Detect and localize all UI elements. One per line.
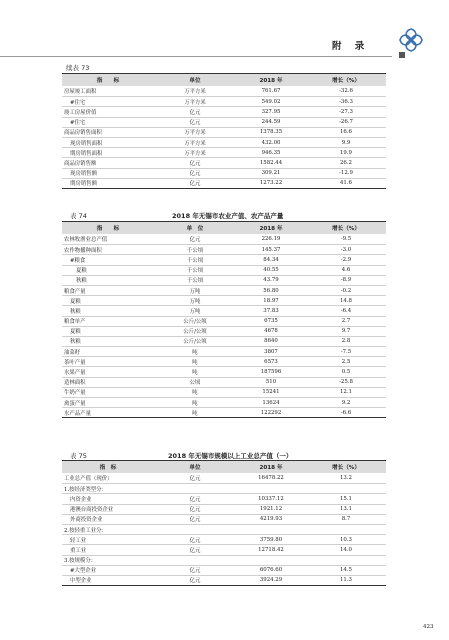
unit-cell: 亿元 [189, 537, 201, 544]
table-row [62, 265, 386, 275]
column-header: 单位 [189, 78, 201, 84]
row-label: 农作物播种面积 [64, 247, 102, 254]
growth-cell: -3.0 [340, 246, 352, 253]
table-row [62, 178, 386, 188]
unit-cell: 万吨 [189, 298, 201, 305]
row-label: 秋粮 [76, 278, 87, 285]
row-label: 商品房销售额 [64, 160, 97, 167]
unit-cell: 万平方米 [184, 99, 206, 106]
row-label: #住宅 [70, 120, 86, 127]
table-row [62, 275, 386, 285]
unit-cell: 千公顷 [186, 247, 204, 254]
table-row [62, 555, 386, 565]
table-row [62, 397, 386, 407]
row-label: 秋粮 [70, 308, 81, 315]
section-title: 附 录 [332, 41, 370, 52]
growth-cell: -27.3 [339, 108, 353, 115]
row-label: 牛奶产量 [64, 390, 86, 397]
row-label: 水果产量 [64, 370, 86, 377]
unit-cell: 万吨 [189, 288, 201, 295]
growth-cell: -7.5 [340, 348, 352, 355]
growth-cell: 13.1 [339, 506, 352, 513]
value-cell: 6735 [264, 318, 278, 325]
growth-cell: 14.8 [339, 297, 352, 304]
table-row [62, 117, 386, 127]
table-75 [62, 460, 386, 586]
header-rule [0, 56, 392, 57]
unit-cell: 亿元 [189, 568, 201, 575]
table-74-caption: 表 74 [70, 212, 87, 220]
growth-cell: -8.9 [340, 277, 352, 284]
unit-cell: 亿元 [189, 181, 201, 188]
value-cell: 1378.35 [259, 129, 283, 136]
table-row [62, 575, 386, 585]
row-label: 农林牧渔业总产值 [64, 237, 108, 244]
column-header: 增长（%） [332, 465, 360, 471]
table-row [62, 534, 386, 544]
growth-cell: 9.2 [341, 399, 351, 406]
growth-cell: 19.9 [339, 149, 352, 156]
growth-cell: 14.5 [339, 567, 352, 574]
row-label: 粮食单产 [64, 319, 86, 326]
table-row [62, 86, 386, 96]
value-cell: 309.21 [261, 170, 281, 177]
value-cell: 10337.12 [258, 495, 284, 502]
row-label: 轻工业 [70, 537, 87, 544]
row-label: 油菜籽 [64, 349, 81, 356]
value-cell: 4219.93 [259, 516, 283, 523]
growth-cell: 2.5 [341, 358, 351, 365]
growth-cell: 41.6 [339, 180, 352, 187]
row-label: #粮食 [70, 257, 86, 264]
row-label: 期房销售额 [70, 181, 97, 188]
unit-cell: 千公顷 [186, 257, 204, 264]
unit-cell: 吨 [192, 359, 198, 366]
unit-cell: 亿元 [189, 109, 201, 116]
unit-cell: 公斤/公顷 [183, 319, 207, 326]
growth-cell: 11.3 [339, 577, 352, 584]
row-label: 房屋竣工面积 [64, 89, 97, 96]
value-cell: 40.55 [263, 267, 279, 274]
value-cell: 8640 [264, 338, 278, 345]
table-row [62, 147, 386, 157]
table-row [62, 504, 386, 514]
row-label: 外商投资企业 [70, 517, 103, 524]
column-header: 指 标 [96, 78, 120, 84]
table-row [62, 168, 386, 178]
row-label: 3.按规模分： [64, 558, 97, 565]
growth-cell: 10.3 [339, 536, 352, 543]
row-label: 竣工房屋价值 [64, 109, 97, 116]
table-row [62, 244, 386, 254]
table-row [62, 285, 386, 295]
row-label: 现房销售额 [70, 171, 97, 178]
table-row [62, 387, 386, 397]
unit-cell: 亿元 [189, 237, 201, 244]
row-label: 夏粮 [76, 268, 87, 275]
row-label: 中型企业 [70, 578, 92, 585]
table-row [62, 473, 386, 483]
column-header: 2018 年 [259, 465, 283, 471]
value-cell: 1582.44 [259, 159, 283, 166]
unit-cell: 亿元 [189, 496, 201, 503]
column-header: 指 标 [99, 465, 117, 471]
value-cell: 244.59 [261, 119, 281, 126]
unit-cell: 吨 [192, 390, 198, 397]
growth-cell: 12.1 [339, 389, 352, 396]
row-label: 现房销售面积 [70, 140, 103, 147]
table-row [62, 137, 386, 147]
row-label: 重工业 [70, 547, 87, 554]
row-label: 禽蛋产量 [64, 400, 86, 407]
table-74-title: 2018 年无锡市农业产值、农产品产量 [172, 212, 284, 220]
growth-cell: 8.7 [341, 516, 351, 523]
value-cell: 1273.22 [259, 180, 283, 187]
page-number: 423 [423, 624, 434, 630]
table-row [62, 127, 386, 137]
column-header: 2018 年 [259, 78, 283, 84]
growth-cell: -36.3 [339, 98, 353, 105]
row-label: 夏粮 [70, 298, 81, 305]
table-75-body [62, 473, 386, 585]
table-75-title: 2018 年无锡市规模以上工业总产值（一） [168, 452, 293, 460]
unit-cell: 亿元 [189, 507, 201, 514]
growth-cell: 26.2 [339, 159, 352, 166]
row-label: 期房销售面积 [70, 150, 103, 157]
row-label: 港澳台商投资企业 [70, 507, 114, 514]
table-row [62, 326, 386, 336]
table-row [62, 157, 386, 167]
city-emblem-logo [398, 27, 424, 53]
table-75-header [62, 461, 386, 473]
value-cell: 6573 [264, 358, 278, 365]
unit-cell: 亿元 [189, 476, 201, 483]
value-cell: 3924.29 [259, 577, 283, 584]
unit-cell: 万平方米 [184, 89, 206, 96]
unit-cell: 亿元 [189, 517, 201, 524]
table-row [62, 346, 386, 356]
value-cell: 432.00 [261, 139, 281, 146]
growth-cell: 16.6 [339, 129, 352, 136]
value-cell: 43.79 [263, 277, 279, 284]
row-label: 内资企业 [70, 496, 92, 503]
value-cell: 226.19 [261, 236, 281, 243]
unit-cell: 吨 [192, 349, 198, 356]
value-cell: 12718.42 [258, 546, 284, 553]
unit-cell: 吨 [192, 400, 198, 407]
unit-cell: 吨 [192, 410, 198, 417]
value-cell: 13624 [262, 399, 280, 406]
table-row [62, 377, 386, 387]
growth-cell: 15.1 [339, 495, 352, 502]
value-cell: 1921.12 [259, 506, 283, 513]
growth-cell: 0.5 [341, 369, 351, 376]
value-cell: 84.34 [263, 256, 279, 263]
growth-cell: 13.2 [339, 475, 352, 482]
value-cell: 4678 [264, 328, 278, 335]
column-header: 指 标 [96, 226, 120, 232]
growth-cell: -32.6 [339, 88, 353, 95]
unit-cell: 千公顷 [186, 268, 204, 275]
table-row [62, 305, 386, 315]
table-row [62, 407, 386, 417]
growth-cell: -25.8 [339, 379, 353, 386]
table-73-header [62, 74, 386, 86]
table-row [62, 295, 386, 305]
growth-cell: -6.4 [340, 307, 352, 314]
row-label: #住宅 [70, 99, 86, 106]
table-73-caption: 续表 73 [66, 64, 90, 72]
row-label: 水产品产量 [64, 410, 91, 417]
growth-cell: 2.8 [341, 338, 351, 345]
column-header: 单 位 [186, 226, 204, 232]
row-label: 造林面积 [64, 380, 86, 387]
table-row [62, 356, 386, 366]
column-header: 增长（%） [332, 226, 360, 232]
table-row [62, 106, 386, 116]
table-row [62, 514, 386, 524]
value-cell: 327.95 [261, 108, 281, 115]
table-73 [62, 73, 386, 189]
growth-cell: 9.7 [341, 328, 351, 335]
unit-cell: 吨 [192, 370, 198, 377]
growth-cell: 9.9 [341, 139, 351, 146]
value-cell: 3807 [264, 348, 278, 355]
table-row [62, 96, 386, 106]
unit-cell: 亿元 [189, 120, 201, 127]
value-cell: 37.83 [263, 307, 279, 314]
table-75-caption: 表 75 [70, 452, 87, 460]
row-label: 茶叶产量 [64, 359, 86, 366]
growth-cell: 14.0 [339, 546, 352, 553]
value-cell: 3759.80 [259, 536, 283, 543]
row-label: 夏粮 [70, 329, 81, 336]
table-row [62, 254, 386, 264]
table-row [62, 524, 386, 534]
table-row [62, 544, 386, 554]
column-header: 增长（%） [332, 78, 360, 84]
value-cell: 122292 [260, 409, 282, 416]
growth-cell: -12.9 [339, 170, 353, 177]
growth-cell: -2.9 [340, 256, 352, 263]
growth-cell: -6.6 [340, 409, 352, 416]
growth-cell: 2.7 [341, 318, 351, 325]
table-row [62, 366, 386, 376]
row-label: 粮食产量 [64, 288, 86, 295]
unit-cell: 公斤/公顷 [183, 339, 207, 346]
value-cell: 187596 [260, 369, 282, 376]
growth-cell: -26.7 [339, 119, 353, 126]
row-label: 1.按经济类型分： [64, 486, 107, 493]
unit-cell: 公斤/公顷 [183, 329, 207, 336]
unit-cell: 亿元 [189, 171, 201, 178]
table-row [62, 493, 386, 503]
row-label: #大型企业 [70, 568, 97, 575]
table-row [62, 234, 386, 244]
unit-cell: 万平方米 [184, 150, 206, 157]
unit-cell: 亿元 [189, 578, 201, 585]
table-row [62, 336, 386, 346]
column-header: 2018 年 [259, 226, 283, 232]
value-cell: 145.37 [261, 246, 281, 253]
table-73-body [62, 86, 386, 188]
unit-cell: 万平方米 [184, 140, 206, 147]
growth-cell: -9.5 [340, 236, 352, 243]
row-label: 工业总产值（现价） [64, 476, 113, 483]
growth-cell: 4.6 [341, 267, 351, 274]
row-label: 2.按轻重工业分： [64, 527, 107, 534]
row-label: 秋粮 [70, 339, 81, 346]
unit-cell: 公顷 [189, 380, 201, 387]
value-cell: 18.97 [263, 297, 279, 304]
table-row [62, 565, 386, 575]
unit-cell: 亿元 [189, 160, 201, 167]
table-row [62, 316, 386, 326]
column-header: 单位 [189, 465, 201, 471]
table-row [62, 483, 386, 493]
value-cell: 6076.60 [259, 567, 283, 574]
table-74 [62, 221, 386, 418]
value-cell: 761.67 [261, 88, 281, 95]
row-label: 商品房销售面积 [64, 130, 102, 137]
unit-cell: 万平方米 [184, 130, 206, 137]
value-cell: 946.35 [261, 149, 281, 156]
value-cell: 510 [265, 379, 277, 386]
unit-cell: 亿元 [189, 547, 201, 554]
unit-cell: 万吨 [189, 308, 201, 315]
value-cell: 15241 [262, 389, 280, 396]
unit-cell: 千公顷 [186, 278, 204, 285]
value-cell: 56.80 [263, 287, 279, 294]
value-cell: 549.02 [261, 98, 281, 105]
table-74-header [62, 222, 386, 234]
growth-cell: -0.2 [340, 287, 352, 294]
table-74-body [62, 234, 386, 417]
value-cell: 16478.22 [258, 475, 284, 482]
